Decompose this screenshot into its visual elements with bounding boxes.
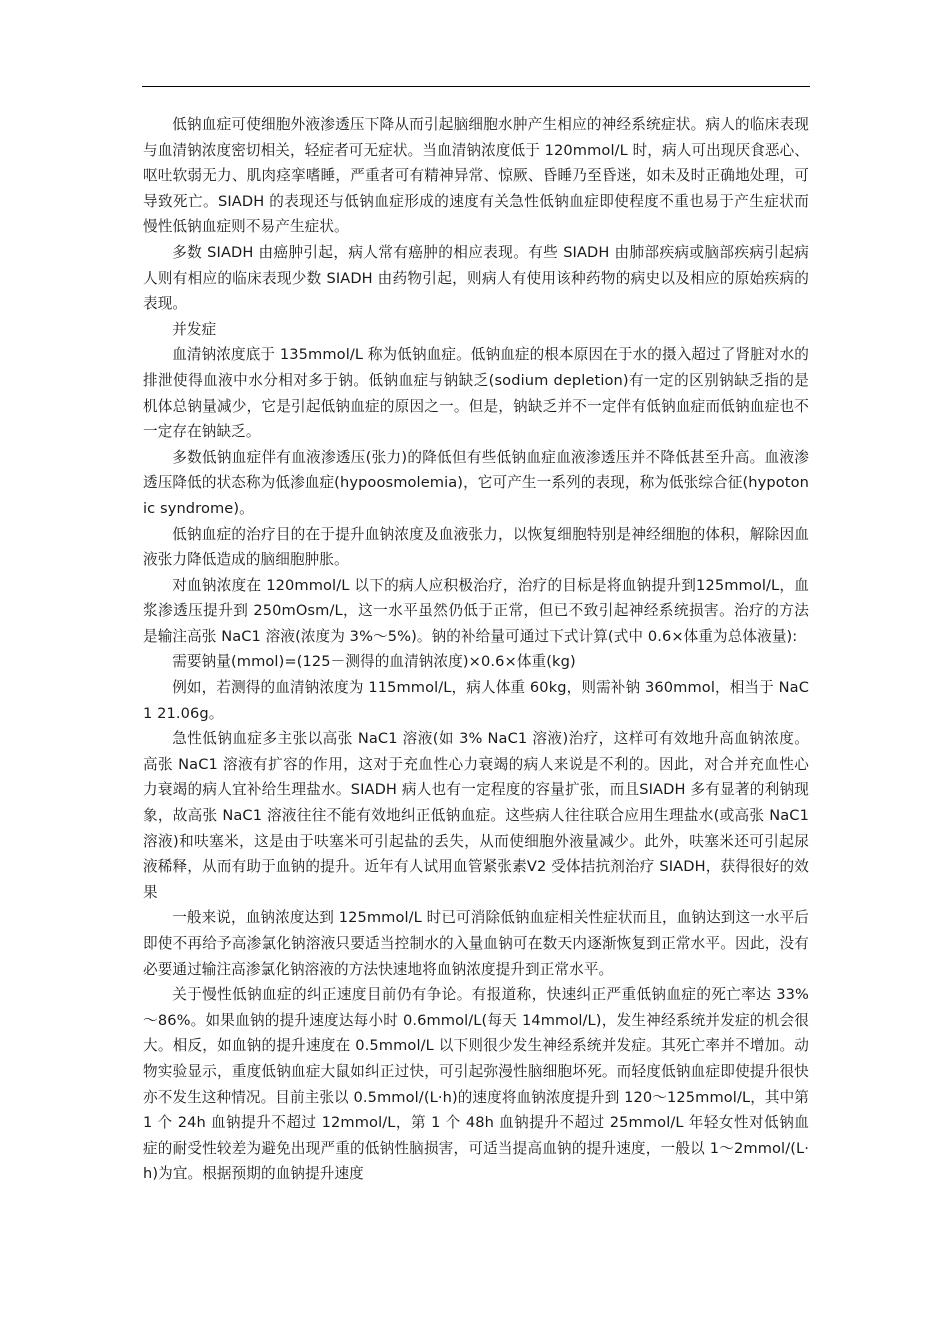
paragraph-osmolality: 多数低钠血症伴有血液渗透压(张力)的降低但有些低钠血症血液渗透压并不降低甚至升高。血液渗透压降低的状态称为低渗血症(hypoosmolemia)，它可产生一系列的表现，称为低张综合征(hypotonic syndrome)。 xyxy=(143,448,809,517)
paragraph-correction-rate: 关于慢性低钠血症的纠正速度目前仍有争论。有报道称，快速纠正严重低钠血症的死亡率达 33%～86%。如果血钠的提升速度达每小时 0.6mmol/L(每天 14mmol/L)，发生神经系统并发症的机会很大。相反，如血钠的提升速度在 0.5mmol/L 以下则很少发生神经系统并发症。其死亡率并不增加。动物实验显示，重度低钠血症大鼠如纠正过快，可引起弥漫性脑细胞坏死。而轻度低钠血症即使提升很快亦不发生这种情况。目前主张以 0.5mmol/(L·h)的速度将血钠浓度提升到 120～125mmol/L，其中第 1 个 24h 血钠提升不超过 12mmol/L，第 1 个 48h 血钠提升不超过 25mmol/L 年轻女性对低钠血症的耐受性较差为避免出现严重的低钠性脑损害，可适当提高血钠的提升速度，一般以 1～2mmol/(L·h)为宜。根据预期的血钠提升速度 xyxy=(143,986,809,1183)
header-rule xyxy=(142,86,810,87)
paragraph-example: 例如，若测得的血清钠浓度为 115mmol/L，病人体重 60kg，则需补钠 360mmol，相当于 NaC1 21.06g。 xyxy=(143,679,809,722)
section-heading-complications: 并发症 xyxy=(172,320,217,338)
paragraph-siadh-causes: 多数 SIADH 由癌肿引起，病人常有癌肿的相应表现。有些 SIADH 由肺部疾病或脑部疾病引起病人则有相应的临床表现少数 SIADH 由药物引起，则病人有使用该种药物的病史以及相应的原始疾病的表现。 xyxy=(143,243,809,313)
document-body xyxy=(143,112,809,1187)
paragraph-treatment-method: 对血钠浓度在 120mmol/L 以下的病人应积极治疗，治疗的目标是将血钠提升到125mmol/L，血浆渗透压提升到 250mOsm/L，这一水平虽然仍低于正常，但已不致引起神经系统损害。治疗的方法是输注高张 NaC1 溶液(浓度为 3%～5%)。钠的补给量可通过下式计算(式中 0.6×体重为总体液量): xyxy=(143,576,809,645)
formula-sodium-requirement: 需要钠量(mmol)=(125－测得的血清钠浓度)×0.6×体重(kg) xyxy=(172,653,576,671)
paragraph-treatment-goal: 低钠血症的治疗目的在于提升血钠浓度及血液张力，以恢复细胞特别是神经细胞的体积，解除因血液张力降低造成的脑细胞肿胀。 xyxy=(143,525,809,569)
paragraph-acute-treatment: 急性低钠血症多主张以高张 NaC1 溶液(如 3% NaC1 溶液)治疗，这样可有效地升高血钠浓度。高张 NaC1 溶液有扩容的作用，这对于充血性心力衰竭的病人来说是不利的。因此，对合并充血性心力衰竭的病人宜补给生理盐水。SIADH 病人也有一定程度的容量扩张，而且SIADH 多有显著的利钠现象，故高张 NaC1 溶液往往不能有效地纠正低钠血症。这些病人往往联合应用生理盐水(或高张 NaC1 溶液)和呋塞米，这是由于呋塞米可引起盐的丢失，从而使细胞外液量减少。此外，呋塞米还可引起尿液稀释，从而有助于血钠的提升。近年有人试用血管紧张素Ⅴ2 受体拮抗剂治疗 SIADH，获得很好的效果 xyxy=(143,730,809,901)
paragraph-definition: 血清钠浓度底于 135mmol/L 称为低钠血症。低钠血症的根本原因在于水的摄入超过了肾脏对水的排泄使得血液中水分相对多于钠。低钠血症与钠缺乏(sodium depletion)有一定的区别钠缺乏指的是机体总钠量减少，它是引起低钠血症的原因之一。但是，钠缺乏并不一定伴有低钠血症而低钠血症也不一定存在钠缺乏。 xyxy=(143,346,809,441)
paragraph-symptoms: 低钠血症可使细胞外液渗透压下降从而引起脑细胞水肿产生相应的神经系统症状。病人的临床表现与血清钠浓度密切相关，轻症者可无症状。当血清钠浓度低于 120mmol/L 时，病人可出现厌食恶心、呕吐软弱无力、肌肉痉挛嗜睡，严重者可有精神异常、惊厥、昏睡乃至昏迷，如未及时正确地处理，可导致死亡。SIADH 的表现还与低钠血症形成的速度有关急性低钠血症即使程度不重也易于产生症状而慢性低钠血症则不易产生症状。 xyxy=(143,116,809,236)
paragraph-target-level: 一般来说，血钠浓度达到 125mmol/L 时已可消除低钠血症相关性症状而且，血钠达到这一水平后即使不再给予高渗氯化钠溶液只要适当控制水的入量血钠可在数天内逐渐恢复到正常水平。因此，没有必要通过输注高渗氯化钠溶液的方法快速地将血钠浓度提升到正常水平。 xyxy=(143,909,809,978)
